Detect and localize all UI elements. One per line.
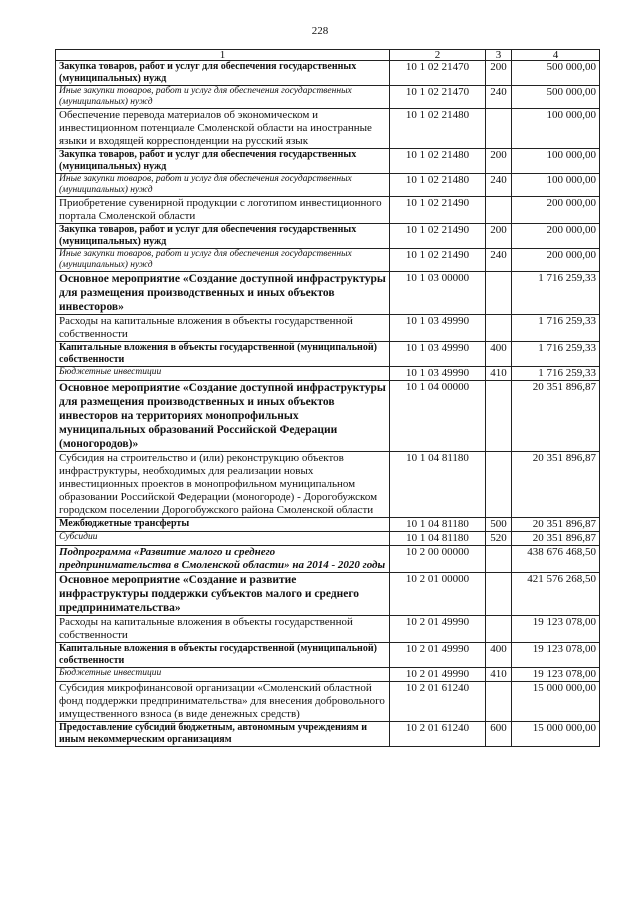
row-expense-type	[486, 109, 512, 149]
table-row	[56, 315, 600, 342]
row-name: Основное мероприятие «Создание и развитие инфраструктуры поддержки субъектов малого и среднего предпринимательства»	[56, 573, 390, 616]
row-expense-type: 400	[486, 643, 512, 668]
row-expense-type: 410	[486, 367, 512, 381]
table-row	[56, 381, 600, 452]
row-code: 10 2 01 49990	[390, 616, 486, 643]
row-code: 10 1 02 21490	[390, 197, 486, 224]
table-row	[56, 149, 600, 174]
row-amount: 200 000,00	[512, 197, 600, 224]
row-code: 10 1 02 21490	[390, 249, 486, 272]
row-expense-type	[486, 616, 512, 643]
row-expense-type: 240	[486, 174, 512, 197]
row-amount: 1 716 259,33	[512, 315, 600, 342]
row-code: 10 2 01 49990	[390, 668, 486, 682]
table-body	[56, 61, 600, 747]
row-name: Основное мероприятие «Создание доступной инфраструктуры для размещения производственных и иных объектов инвесторов»	[56, 272, 390, 315]
row-name: Иные закупки товаров, работ и услуг для обеспечения государственных (муниципальных) нужд	[56, 86, 390, 109]
row-name: Капитальные вложения в объекты государственной (муниципальной) собственности	[56, 643, 390, 668]
row-amount: 19 123 078,00	[512, 643, 600, 668]
table-row	[56, 342, 600, 367]
row-code: 10 1 02 21470	[390, 86, 486, 109]
table-row	[56, 224, 600, 249]
row-amount: 100 000,00	[512, 149, 600, 174]
row-expense-type	[486, 315, 512, 342]
row-amount: 20 351 896,87	[512, 532, 600, 546]
row-expense-type	[486, 682, 512, 722]
row-name: Иные закупки товаров, работ и услуг для обеспечения государственных (муниципальных) нужд	[56, 249, 390, 272]
row-expense-type	[486, 546, 512, 573]
row-code: 10 2 01 00000	[390, 573, 486, 616]
row-name: Капитальные вложения в объекты государственной (муниципальной) собственности	[56, 342, 390, 367]
table-row	[56, 722, 600, 747]
row-code: 10 1 03 49990	[390, 367, 486, 381]
row-expense-type: 500	[486, 518, 512, 532]
table-row	[56, 86, 600, 109]
table-row	[56, 249, 600, 272]
table-row	[56, 668, 600, 682]
row-amount: 200 000,00	[512, 249, 600, 272]
row-expense-type	[486, 452, 512, 518]
row-amount: 20 351 896,87	[512, 452, 600, 518]
row-name: Обеспечение перевода материалов об экономическом и инвестиционном потенциале Смоленской области на иностранные языки и входящей корреспонденции на русский язык	[56, 109, 390, 149]
table-row	[56, 61, 600, 86]
row-amount: 20 351 896,87	[512, 518, 600, 532]
row-code: 10 2 00 00000	[390, 546, 486, 573]
row-code: 10 1 03 00000	[390, 272, 486, 315]
row-code: 10 2 01 61240	[390, 682, 486, 722]
row-amount: 15 000 000,00	[512, 722, 600, 747]
row-amount: 421 576 268,50	[512, 573, 600, 616]
table-row	[56, 109, 600, 149]
table-row	[56, 174, 600, 197]
row-name: Приобретение сувенирной продукции с логотипом инвестиционного портала Смоленской области	[56, 197, 390, 224]
row-expense-type: 410	[486, 668, 512, 682]
row-amount: 1 716 259,33	[512, 342, 600, 367]
row-name: Субсидия на строительство и (или) реконструкцию объектов инфраструктуры, необходимых для реализации новых инвестиционных проектов в монопрофильном муниципальном образовании Российской Федерации (моногороде) - Дорогобужском городском поселении Дорогобужского района Смоленской области	[56, 452, 390, 518]
row-name: Закупка товаров, работ и услуг для обеспечения государственных (муниципальных) нужд	[56, 224, 390, 249]
row-code: 10 1 04 00000	[390, 381, 486, 452]
table-row	[56, 616, 600, 643]
row-amount: 15 000 000,00	[512, 682, 600, 722]
row-expense-type: 600	[486, 722, 512, 747]
row-name: Субсидия микрофинансовой организации «Смоленский областной фонд поддержки предпринимательства» для внесения добровольного имущественного взноса (в виде денежных средств)	[56, 682, 390, 722]
table-row	[56, 682, 600, 722]
header-col-1: 1	[56, 50, 390, 61]
row-name: Бюджетные инвестиции	[56, 668, 390, 682]
row-code: 10 1 03 49990	[390, 342, 486, 367]
row-amount: 200 000,00	[512, 224, 600, 249]
row-expense-type: 200	[486, 224, 512, 249]
table-row	[56, 367, 600, 381]
row-code: 10 1 04 81180	[390, 452, 486, 518]
table-row	[56, 452, 600, 518]
row-name: Закупка товаров, работ и услуг для обеспечения государственных (муниципальных) нужд	[56, 61, 390, 86]
row-expense-type: 240	[486, 86, 512, 109]
table-row	[56, 197, 600, 224]
row-code: 10 1 02 21480	[390, 174, 486, 197]
row-code: 10 1 04 81180	[390, 532, 486, 546]
row-name: Подпрограмма «Развитие малого и среднего предпринимательства в Смоленской области» на 2014 - 2020 годы	[56, 546, 390, 573]
row-amount: 500 000,00	[512, 86, 600, 109]
row-expense-type	[486, 381, 512, 452]
row-amount: 500 000,00	[512, 61, 600, 86]
table-row	[56, 546, 600, 573]
row-expense-type: 200	[486, 61, 512, 86]
row-expense-type: 240	[486, 249, 512, 272]
header-col-3: 3	[486, 50, 512, 61]
row-expense-type: 520	[486, 532, 512, 546]
row-name: Иные закупки товаров, работ и услуг для обеспечения государственных (муниципальных) нужд	[56, 174, 390, 197]
table-row	[56, 643, 600, 668]
row-code: 10 1 02 21480	[390, 149, 486, 174]
row-code: 10 1 02 21490	[390, 224, 486, 249]
row-name: Расходы на капитальные вложения в объекты государственной собственности	[56, 616, 390, 643]
row-expense-type	[486, 573, 512, 616]
row-code: 10 2 01 61240	[390, 722, 486, 747]
row-amount: 100 000,00	[512, 109, 600, 149]
table-row	[56, 518, 600, 532]
row-amount: 1 716 259,33	[512, 367, 600, 381]
row-amount: 438 676 468,50	[512, 546, 600, 573]
table-header-row	[56, 50, 600, 61]
row-expense-type: 200	[486, 149, 512, 174]
row-name: Закупка товаров, работ и услуг для обеспечения государственных (муниципальных) нужд	[56, 149, 390, 174]
row-name: Расходы на капитальные вложения в объекты государственной собственности	[56, 315, 390, 342]
header-col-2: 2	[390, 50, 486, 61]
row-amount: 100 000,00	[512, 174, 600, 197]
row-amount: 19 123 078,00	[512, 616, 600, 643]
row-expense-type	[486, 272, 512, 315]
row-amount: 20 351 896,87	[512, 381, 600, 452]
table-row	[56, 272, 600, 315]
row-expense-type	[486, 197, 512, 224]
row-code: 10 1 04 81180	[390, 518, 486, 532]
row-amount: 19 123 078,00	[512, 668, 600, 682]
row-code: 10 1 02 21470	[390, 61, 486, 86]
row-amount: 1 716 259,33	[512, 272, 600, 315]
row-name: Предоставление субсидий бюджетным, автономным учреждениям и иным некоммерческим организациям	[56, 722, 390, 747]
row-code: 10 2 01 49990	[390, 643, 486, 668]
row-code: 10 1 02 21480	[390, 109, 486, 149]
table-row	[56, 532, 600, 546]
row-name: Бюджетные инвестиции	[56, 367, 390, 381]
row-expense-type: 400	[486, 342, 512, 367]
budget-table	[55, 49, 600, 747]
row-name: Основное мероприятие «Создание доступной инфраструктуры для размещения производственных и иных объектов инвесторов на территориях монопрофильных муниципальных образований Российской Федерации (моногородов)»	[56, 381, 390, 452]
table-row	[56, 573, 600, 616]
row-name: Межбюджетные трансферты	[56, 518, 390, 532]
header-col-4: 4	[512, 50, 600, 61]
row-name: Субсидии	[56, 532, 390, 546]
row-code: 10 1 03 49990	[390, 315, 486, 342]
page-number: 228	[311, 25, 329, 37]
